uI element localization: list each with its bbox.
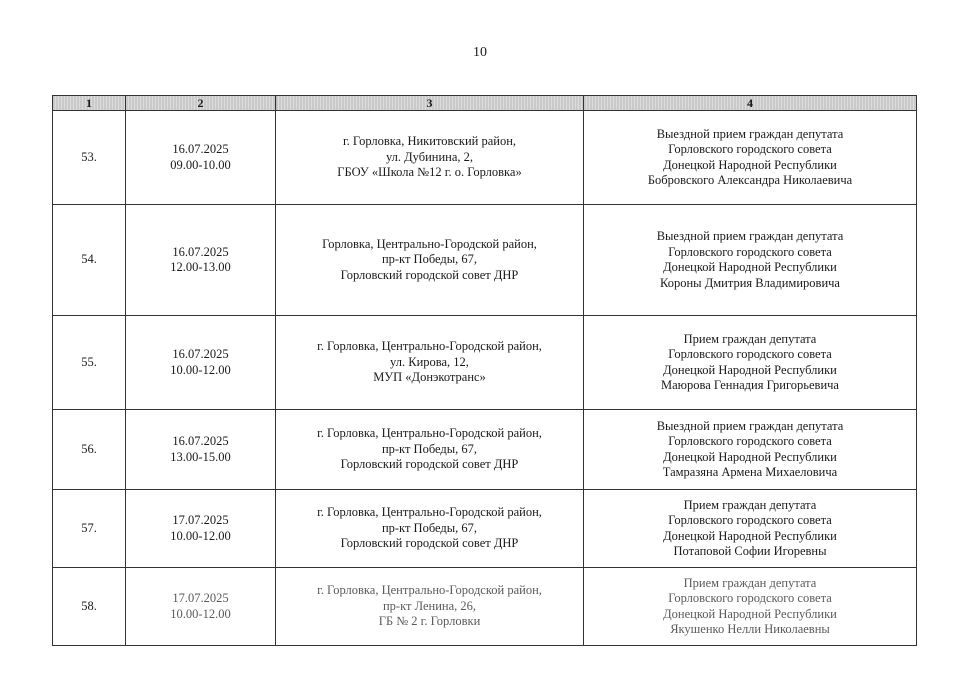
row-number: 54.: [53, 205, 126, 316]
table-row: [53, 111, 917, 205]
date-time-cell: [126, 205, 276, 316]
event-time: 09.00-10.00: [170, 157, 231, 172]
table-row: [53, 568, 917, 646]
event-line: Горловского городского совета: [668, 513, 832, 527]
place-line: Горловка, Центрально-Городской район,: [322, 236, 537, 251]
place-cell: [276, 111, 584, 205]
place-line: г. Горловка, Центрально-Городской район,: [317, 426, 542, 441]
place-line: г. Горловка, Никитовский район,: [342, 134, 517, 149]
place-cell: [276, 490, 584, 568]
event-cell: [584, 205, 917, 316]
place-line: пр-кт Ленина, 26,: [382, 598, 477, 613]
event-time: 12.00-13.00: [170, 260, 231, 274]
date-time-cell: [126, 111, 276, 205]
event-line: Горловского городского совета: [668, 434, 832, 448]
event-line: Горловского городского совета: [668, 591, 832, 605]
place-cell: [276, 410, 584, 490]
event-cell: [584, 316, 917, 410]
column-header: 4: [584, 96, 917, 111]
place-line: ул. Дубинина, 2,: [385, 149, 474, 164]
event-line: Донецкой Народной Республики: [663, 157, 837, 172]
event-line: Тамразяна Армена Михаеловича: [662, 465, 838, 479]
table-row: [53, 205, 917, 316]
event-line: Якушенко Нелли Николаевны: [670, 622, 830, 636]
place-line: ГБОУ «Школа №12 г. о. Горловка»: [337, 165, 522, 180]
place-line: ГБ № 2 г. Горловки: [378, 614, 481, 629]
place-line: пр-кт Победы, 67,: [381, 252, 478, 267]
row-number: 53.: [53, 111, 126, 205]
event-date: 17.07.2025: [172, 591, 229, 605]
event-date: 17.07.2025: [172, 513, 229, 527]
event-line: Выездной прием граждан депутата: [656, 229, 844, 243]
table-row: [53, 410, 917, 490]
header-row: [53, 96, 917, 111]
event-time: 10.00-12.00: [170, 606, 231, 621]
event-line: Донецкой Народной Республики: [663, 606, 837, 621]
column-header: 3: [276, 96, 584, 111]
event-time: 13.00-15.00: [170, 449, 231, 464]
column-header: 2: [126, 96, 276, 111]
event-line: Маюрова Геннадия Григорьевича: [661, 378, 839, 392]
event-line: Прием граждан депутата: [683, 497, 817, 512]
date-time-cell: [126, 490, 276, 568]
place-line: МУП «Донэкотранс»: [373, 370, 486, 385]
event-line: Горловского городского совета: [668, 142, 832, 156]
event-line: Потаповой Софии Игоревны: [673, 544, 827, 558]
place-line: Горловский городской совет ДНР: [340, 536, 519, 551]
event-line: Горловского городского совета: [668, 244, 832, 259]
event-line: Донецкой Народной Республики: [663, 362, 837, 377]
event-date: 16.07.2025: [172, 434, 229, 448]
place-line: г. Горловка, Центрально-Городской район,: [317, 583, 542, 598]
place-line: Горловский городской совет ДНР: [340, 267, 519, 282]
place-cell: [276, 205, 584, 316]
event-time: 10.00-12.00: [170, 362, 231, 377]
event-line: Горловского городского совета: [668, 347, 832, 361]
event-date: 16.07.2025: [172, 244, 229, 259]
event-line: Выездной прием граждан депутата: [656, 418, 844, 433]
row-number: 55.: [53, 316, 126, 410]
date-time-cell: [126, 410, 276, 490]
place-line: г. Горловка, Центрально-Городской район,: [317, 505, 542, 520]
event-time: 10.00-12.00: [170, 528, 231, 543]
date-time-cell: [126, 568, 276, 646]
event-line: Выездной прием граждан депутата: [656, 126, 844, 141]
place-line: пр-кт Победы, 67,: [381, 441, 478, 456]
event-cell: [584, 410, 917, 490]
row-number: 57.: [53, 490, 126, 568]
date-time-cell: [126, 316, 276, 410]
event-line: Донецкой Народной Республики: [663, 260, 837, 274]
event-line: Донецкой Народной Республики: [663, 528, 837, 543]
table-row: [53, 490, 917, 568]
schedule-table: [52, 95, 917, 646]
place-line: пр-кт Победы, 67,: [381, 520, 478, 535]
place-line: г. Горловка, Центрально-Городской район,: [317, 339, 542, 354]
table-row: [53, 316, 917, 410]
row-number: 58.: [53, 568, 126, 646]
event-cell: [584, 490, 917, 568]
place-line: ул. Кирова, 12,: [390, 354, 469, 369]
place-cell: [276, 316, 584, 410]
row-number: 56.: [53, 410, 126, 490]
event-line: Прием граждан депутата: [683, 331, 817, 346]
event-date: 16.07.2025: [172, 347, 229, 361]
event-line: Донецкой Народной Республики: [663, 449, 837, 464]
event-line: Прием граждан депутата: [683, 575, 817, 590]
place-cell: [276, 568, 584, 646]
place-line: Горловский городской совет ДНР: [340, 457, 519, 472]
page-number: 10: [473, 45, 487, 60]
event-date: 16.07.2025: [172, 142, 229, 156]
column-header: 1: [53, 96, 126, 111]
event-cell: [584, 111, 917, 205]
event-line: Бобровского Александра Николаевича: [647, 173, 853, 187]
event-line: Короны Дмитрия Владимировича: [660, 275, 840, 290]
event-cell: [584, 568, 917, 646]
